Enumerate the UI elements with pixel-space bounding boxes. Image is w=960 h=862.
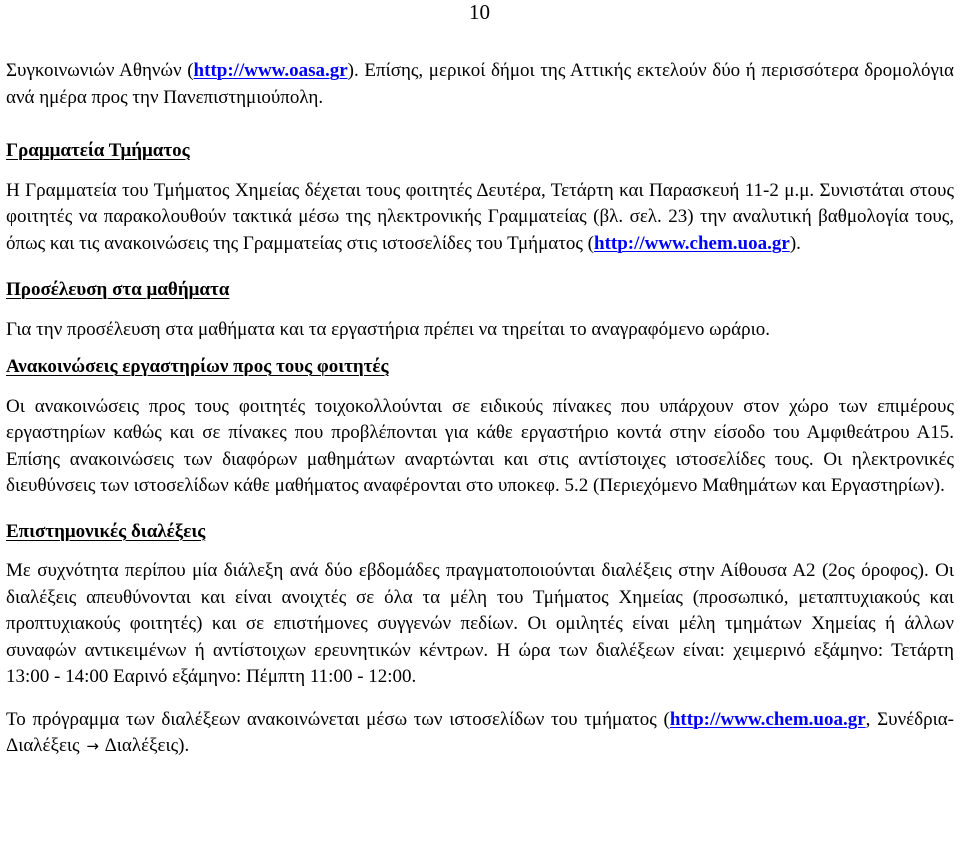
chem-link[interactable]: http://www.chem.uoa.gr: [594, 232, 790, 254]
chem-lectures-link[interactable]: http://www.chem.uoa.gr: [669, 708, 866, 730]
secretariat-paragraph: [6, 178, 954, 258]
secretariat-text-before: Η Γραμματεία του Τμήματος Χημείας δέχεται τους φοιτητές Δευτέρα, Τετάρτη και Παρασκευή 11-2 μ.μ. Συνιστάται στους φοιτητές να παρακολουθούν τακτικά μέσω της ηλεκτρονικής Γραμματείας (βλ. σελ. 23) την αναλυτική βαθμολογία τους, όπως και τις ανακοινώσεις της Γραμματείας στις ιστοσελίδες του Τμήματος (: [6, 179, 954, 254]
attendance-heading-text: Προσέλευση στα μαθήματα: [6, 279, 230, 300]
oasa-link[interactable]: http://www.oasa.gr: [193, 60, 348, 81]
attendance-text: Για την προσέλευση στα μαθήματα και τα εργαστήρια πρέπει να τηρείται το αναγραφόμενο ωράριο.: [6, 318, 770, 340]
lectures-heading: [6, 519, 954, 546]
attendance-paragraph: [6, 317, 954, 344]
lab-announcements-heading-text: Ανακοινώσεις εργαστηρίων προς τους φοιτητές: [6, 356, 389, 377]
document-body: [6, 58, 954, 770]
lab-announcements-text: Οι ανακοινώσεις προς τους φοιτητές τοιχοκολλούνται σε ειδικούς πίνακες που υπάρχουν στον χώρο των επιμέρους εργαστηρίων καθώς και σε πίνακες που προβλέπονται για κάθε εργαστήριο κοντά στην είσοδο του Αμφιθεάτρου Α15. Επίσης ανακοινώσεις των διαφόρων μαθημάτων αναρτώνται και στις αντίστοιχες ιστοσελίδες τους. Οι ηλεκτρονικές διευθύνσεις των ιστοσελίδων κάθε μαθήματος αναφέρονται στο υποκεφ. 5.2 (Περιεχόμενο Μαθημάτων και Εργαστηρίων).: [6, 395, 954, 496]
right-arrow-icon: →: [86, 737, 99, 755]
lectures-heading-text: Επιστημονικές διαλέξεις: [6, 520, 206, 542]
page-number: 10: [469, 0, 490, 24]
program-text-middle: , Συνέδρια-Διαλέξεις: [6, 708, 954, 756]
attendance-heading: [6, 277, 954, 304]
lab-announcements-paragraph: [6, 394, 954, 500]
lab-announcements-heading: [6, 354, 954, 381]
transport-text-after: ). Επίσης, μερικοί δήμοι της Αττικής εκτελούν δύο ή περισσότερα δρομολόγια ανά ημέρα προς την Πανεπιστημιούπολη.: [6, 60, 954, 108]
lectures-program-paragraph: [6, 707, 954, 760]
program-text-before: Το πρόγραμμα των διαλέξεων ανακοινώνεται μέσω των ιστοσελίδων του τμήματος (: [6, 708, 670, 730]
program-text-after: Διαλέξεις).: [100, 735, 190, 756]
secretariat-heading: [6, 138, 954, 165]
secretariat-heading-text: Γραμματεία Τμήματος: [6, 140, 190, 161]
transport-paragraph: [6, 58, 954, 111]
secretariat-text-after: ).: [789, 232, 801, 254]
transport-text-before: Συγκοινωνιών Αθηνών (: [6, 60, 194, 81]
lectures-text: Με συχνότητα περίπου μία διάλεξη ανά δύο εβδομάδες πραγματοποιούνται διαλέξεις στην Αίθουσα Α2 (2ος όροφος). Οι διαλέξεις απευθύνονται και είναι ανοιχτές σε όλα τα μέλη του Τμήματος Χημείας (προσωπικό, μεταπτυχιακούς και προπτυχιακούς φοιτητές) και σε επιστήμονες συγγενών πεδίων. Οι ομιλητές είναι μέλη τμημάτων Χημείας ή άλλων συναφών αντικειμένων ή αντίστοιχων ερευνητικών κέντρων. Η ώρα των διαλέξεων είναι: χειμερινό εξάμηνο: Τετάρτη 13:00 - 14:00 Εαρινό εξάμηνο: Πέμπτη 11:00 - 12:00.: [6, 560, 954, 687]
lectures-paragraph: [6, 558, 954, 691]
